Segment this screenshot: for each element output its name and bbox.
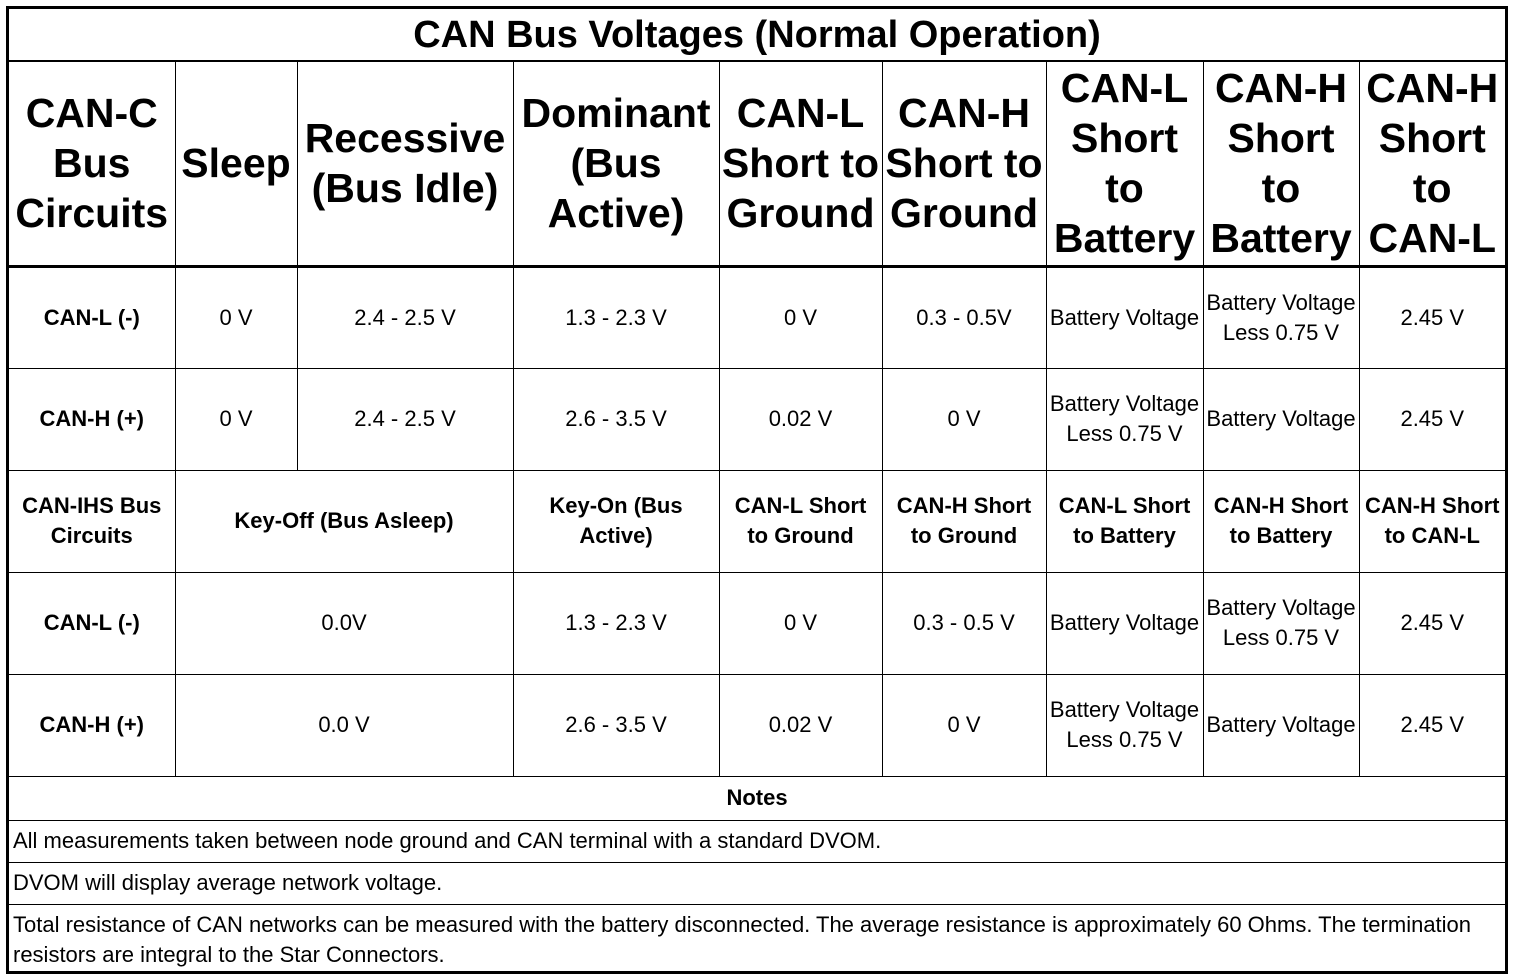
cell-canh-short-canl: 2.45 V [1359,368,1505,470]
cell-canh-short-battery: Battery Voltage [1203,674,1359,776]
header-ihs-canl-short-battery: CAN-L Short to Battery [1046,470,1203,572]
header-ihs-canh-short-battery: CAN-H Short to Battery [1203,470,1359,572]
cell-canl-short-ground: 0 V [719,266,882,368]
cell-sleep: 0 V [175,266,297,368]
can-voltage-table-page [6,6,1508,974]
row-label: CAN-H (+) [9,368,175,470]
header-can-c-bus-circuits: CAN-C Bus Circuits [9,61,175,266]
note-item: DVOM will display average network voltage. [9,862,1505,904]
cell-recessive: 2.4 - 2.5 V [297,368,513,470]
cell-key-on: 1.3 - 2.3 V [513,572,719,674]
header-ihs-canh-short-canl: CAN-H Short to CAN-L [1359,470,1505,572]
header-dominant: Dominant (Bus Active) [513,61,719,266]
cell-canh-short-ground: 0.3 - 0.5 V [882,572,1046,674]
cell-canl-short-ground: 0.02 V [719,368,882,470]
header-canh-short-ground: CAN-H Short to Ground [882,61,1046,266]
table-row [9,368,1505,470]
cell-canh-short-ground: 0.3 - 0.5V [882,266,1046,368]
note-item: All measurements taken between node ground and CAN terminal with a standard DVOM. [9,820,1505,862]
cell-canh-short-canl: 2.45 V [1359,572,1505,674]
cell-canh-short-battery: Battery Voltage Less 0.75 V [1203,572,1359,674]
header-ihs-canl-short-ground: CAN-L Short to Ground [719,470,882,572]
header-can-ihs-bus-circuits: CAN-IHS Bus Circuits [9,470,175,572]
cell-canl-short-ground: 0.02 V [719,674,882,776]
cell-dominant: 2.6 - 3.5 V [513,368,719,470]
row-label: CAN-H (+) [9,674,175,776]
header-canl-short-ground: CAN-L Short to Ground [719,61,882,266]
cell-canl-short-ground: 0 V [719,572,882,674]
table-row [9,572,1505,674]
row-label: CAN-L (-) [9,266,175,368]
header-canl-short-battery: CAN-L Short to Battery [1046,61,1203,266]
cell-canh-short-battery: Battery Voltage [1203,368,1359,470]
cell-key-off: 0.0 V [175,674,513,776]
header-canh-short-canl: CAN-H Short to CAN-L [1359,61,1505,266]
header-canh-short-battery: CAN-H Short to Battery [1203,61,1359,266]
cell-canl-short-battery: Battery Voltage Less 0.75 V [1046,368,1203,470]
cell-dominant: 1.3 - 2.3 V [513,266,719,368]
cell-canh-short-ground: 0 V [882,368,1046,470]
cell-canl-short-battery: Battery Voltage Less 0.75 V [1046,674,1203,776]
cell-canl-short-battery: Battery Voltage [1046,572,1203,674]
row-label: CAN-L (-) [9,572,175,674]
cell-key-off: 0.0V [175,572,513,674]
cell-sleep: 0 V [175,368,297,470]
cell-canl-short-battery: Battery Voltage [1046,266,1203,368]
can-ihs-header-row [9,470,1505,572]
header-key-on: Key-On (Bus Active) [513,470,719,572]
table-row [9,266,1505,368]
note-item: Total resistance of CAN networks can be measured with the battery disconnected. The average resistance is approximately 60 Ohms. The termination resistors are integral to the Star Connectors. [9,904,1505,976]
notes-heading: Notes [9,776,1505,820]
table-title: CAN Bus Voltages (Normal Operation) [9,9,1505,61]
can-bus-voltage-table [9,9,1505,976]
header-ihs-canh-short-ground: CAN-H Short to Ground [882,470,1046,572]
cell-canh-short-ground: 0 V [882,674,1046,776]
header-key-off: Key-Off (Bus Asleep) [175,470,513,572]
table-row [9,674,1505,776]
can-c-header-row [9,61,1505,266]
cell-canh-short-canl: 2.45 V [1359,674,1505,776]
cell-canh-short-canl: 2.45 V [1359,266,1505,368]
cell-recessive: 2.4 - 2.5 V [297,266,513,368]
cell-canh-short-battery: Battery Voltage Less 0.75 V [1203,266,1359,368]
cell-key-on: 2.6 - 3.5 V [513,674,719,776]
header-sleep: Sleep [175,61,297,266]
header-recessive: Recessive (Bus Idle) [297,61,513,266]
